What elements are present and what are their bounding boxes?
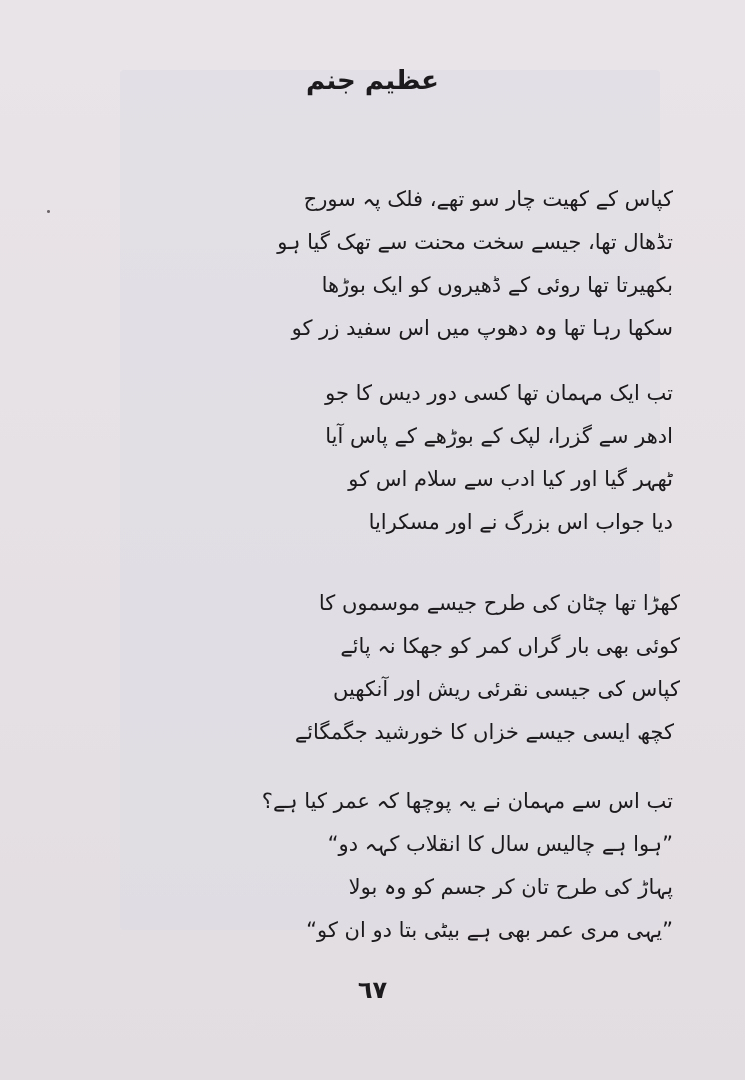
verse-line: کوئی بھی بار گراں کمر کو جھکا نہ پائے (340, 634, 680, 658)
verse-line: کپاس کی جیسی نقرئی ریش اور آنکھیں (332, 677, 680, 701)
verse-line: کپاس کے کھیت چار سو تھے، فلک پہ سورج (303, 187, 673, 211)
verse-line: تڈھال تھا، جیسے سخت محنت سے تھک گیا ہو (277, 230, 673, 254)
stanza-2 (33, 372, 673, 544)
stanza-1 (33, 178, 673, 350)
verse-line: ”یہی مری عمر بھی ہے بیٹی بتا دو ان کو“ (306, 918, 673, 942)
verse-line: بکھیرتا تھا روئی کے ڈھیروں کو ایک بوڑھا (321, 273, 673, 297)
verse-line: پہاڑ کی طرح تان کر جسم کو وہ بولا (348, 875, 673, 899)
verse-line: ”ہوا ہے چالیس سال کا انقلاب کہہ دو“ (327, 832, 673, 856)
verse-line: دیا جواب اس بزرگ نے اور مسکرایا (368, 510, 673, 534)
verse-line: کچھ ایسی جیسے خزاں کا خورشید جگمگائے (294, 720, 674, 744)
verse-line: ٹھہر گیا اور کیا ادب سے سلام اس کو (348, 467, 673, 491)
verse-line: ادھر سے گزرا، لپک کے بوڑھے کے پاس آیا (325, 424, 673, 448)
poem-title: عظیم جنم (306, 66, 439, 96)
page-number: ٦٧ (357, 976, 388, 1004)
stanza-3 (40, 582, 680, 754)
verse-line: سکھا رہا تھا وہ دھوپ میں اس سفید زر کو (291, 316, 673, 340)
verse-line: تب ایک مہمان تھا کسی دور دیس کا جو (325, 381, 673, 405)
verse-line: کھڑا تھا چٹان کی طرح جیسے موسموں کا (318, 591, 680, 615)
stanza-4 (33, 780, 673, 952)
verse-line: تب اس سے مہمان نے یہ پوچھا کہ عمر کیا ہے؟ (261, 789, 673, 813)
